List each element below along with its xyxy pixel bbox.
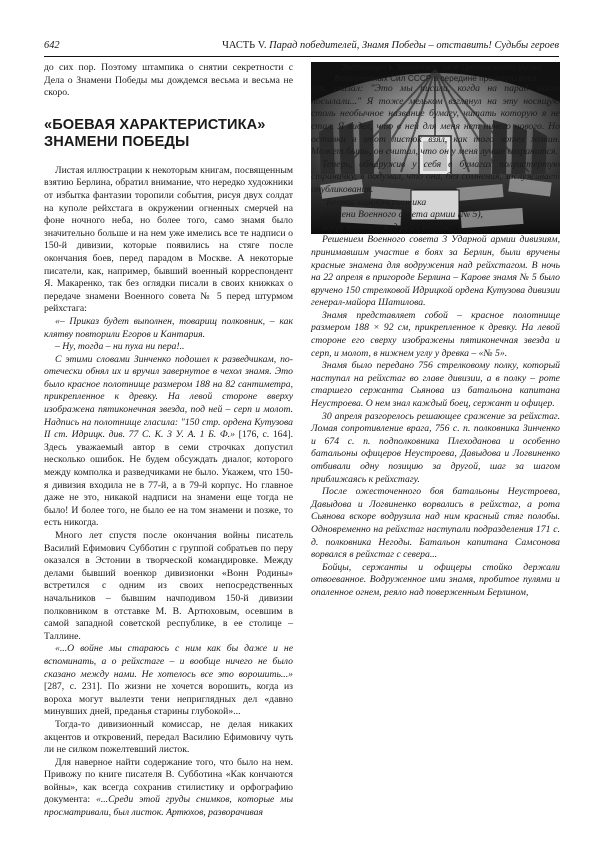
- quote-line: – Ну, тогда – ни пуха ни пера!..: [55, 341, 185, 353]
- right-column: [311, 62, 560, 600]
- running-part: ЧАСТЬ V.: [222, 40, 267, 51]
- heading-line-1: «БОЕВАЯ ХАРАКТЕРИСТИКА»: [44, 116, 266, 133]
- quote-paragraph: 30 апреля разгорелось решающее сражение за рейхстаг. Ломая сопротивление врага, 756 с. п. полковника Зинченко и 674 с. п. подполковника Плеходанова и особенно батальоны офицеров Неустроева, Давыдова и Логвиненко отбивали одну позицию за другой, шаг за шагом приближаясь к рейхстагу.: [311, 410, 560, 485]
- quote-paragraph: После ожесточенного боя батальоны Неустроева, Давыдова и Логвиненко ворвались в рейхстаг, а рота Сьянова вскоре водрузила над ним красный стяг полобы. Одновременно на рейхстаг наступали подразделения 171 с. д. полковника Негоды. Батальон капитана Самсонова ворвался в рейхстаг с севера...: [311, 486, 560, 561]
- paragraph: Листая иллюстрации к некоторым книгам, посвященным взятию Берлина, обратил внимание, что нередко художники от избытка фантазии торопили события, рисуя двух солдат на куполе рейхстага в окружении огненных смерчей на фоне ночного неба, но более того, само знамя было значительно больше и на нем уже имелись все те надписи о 150-й дивизии, которые появились на стяге после окончания боев, перед парадом в Москве. А некоторые писатели, как, например, бывший военный корреспондент Я. Макаренко, так без оглядки писали в своих книжках о передаче знамени Военного совета № 5 перед штурмом рейхстага:: [44, 164, 293, 315]
- quote-paragraph: [44, 354, 293, 530]
- quote-paragraph: Решением Военного совета 3 Ударной армии дивизиям, принимавшим участие в боях за Берлин, были вручены красные знамена для водружения над рейхстагом. В ночь на 22 апреля в пригороде Берлина – Карове знамя № 5 было вручено 150 стрелковой Идрицкой ордена Кутузова дивизии генерал-майора Шатилова.: [311, 234, 560, 309]
- quote-paragraph: Бойцы, сержанты и офицеры стойко держали отвоеванное. Водруженное ими знамя, пробитое пулями и опаленное огнем, реяло над поверженным Берлином,: [311, 561, 560, 598]
- quote-text: С этими словами Зинченко подошел к разведчикам, по-отечески обнял их и вручил завернутое в чехол знамя. Это было красное полотнище размером 188 на 82 сантиметра, прикрепленное к древку. На левой стороне вверху изображена пятиконечная звезда, под ней – серп и молот. Надпись на полотнище гласила: "150 стр. ордена Кутузова II ст. Идрицк. див. 77 С. К. 3 У. А. 1 Б. Ф.»: [44, 353, 293, 441]
- document-title-line: водруженного над рейхстагом.: [322, 221, 452, 233]
- quote-line: «– Приказ будет выполнен, товарищ полковник, – как клятву повторили Егоров и Кантария.: [44, 315, 293, 340]
- paragraph: Много лет спустя после окончания войны писатель Василий Ефимович Субботин с группой собратьев по перу оказался в Эстонии в творческой командировке. Между делами бывший военкор дивизионки «Вонн Родины» встретился с одним из своих непосредственных начальников – бывшим начподивом 150-й дивизии полковником в отставке М. В. Артюховым, осевшим в самой западной советской республике, в ее столице – Таллине.: [44, 530, 293, 642]
- quote-paragraph: [44, 643, 293, 719]
- quote-paragraph: Знамя представляет собой – красное полотнище размером 188 × 92 см, прикрепленное к древку. На левой стороне его сверху изображены пятиконечная звезда и серп, и молот, в нижнем углу у древка – «№ 5».: [311, 309, 560, 359]
- quote-paragraph: его, сказал: "Это мы писали, когда на парад знамя посылали..." Я тоже мельком взглянул на эту носящую столь необычное название бумагу, читать которую я не стал. Я видел, что в ней для меня нет ничего нового. Но оставки я этот листок взял, как того хотел хозяин. Может быть, он считал, что он у меня лучше сохранится.: [311, 83, 560, 158]
- paragraph-text: Для наверное найти содержание того, что было на нем. Привожу по книге писателя В. Субботина «Как кончаются войны», как всегда сохранив стилистику и орфографию документа:: [44, 756, 293, 806]
- section-heading: [44, 117, 293, 151]
- paragraph: [44, 757, 293, 820]
- photo-caption: Экспозиция в Знаменном зале Центрального музея Вооруженных Сил СССР в середине прошлого века: [334, 62, 541, 83]
- quote-reference: [287, с. 231]. По жизни не хочется ворошить, когда из вороха могут вылезти тени неприглядных дел «давно минувших дней, преданья старины глубокой»...: [44, 681, 293, 718]
- intro-paragraph: до сих пор. Поэтому штампика о снятии секретности с Дела о Знамени Победы мы дождемся весьма и весьма не скоро.: [44, 62, 293, 99]
- quote-paragraph: Знамя было передано 756 стрелковому полку, который наступал на рейхстаг во главе дивизии, а в полку – роте старшего сержанта Сьянова из батальона капитана Неустроева. О нем знал каждый боец, сержант и офицер.: [311, 360, 560, 410]
- left-column: [44, 62, 293, 820]
- running-title: [222, 40, 559, 51]
- quote-reference: [176, с. 164]. Здесь уважаемый автор в семи строчках допустил несколько ошибок. Не будем обсуждать диалог, которого между комполка и разведчиками не было. Укажем, что 150-я дивизия входила не в 77-й, а в 79-й корпус. Но главное даже не это, никакой надписи на знамени еще тогда не было! И более того, не было ее на том знамени и позже, то есть никогда.: [44, 429, 294, 529]
- header-rule: [44, 56, 559, 57]
- document-title-line: "Боевая характеристика: [322, 196, 427, 208]
- quote-text: «...О войне мы стараюсь с ним как бы даже и не вспоминать, а о рейхстаге – и вообще ничего не было сказано между нами. Не хотелось все это ворошить...»: [44, 643, 293, 680]
- document-title-line: знамени Военного совета армии (№ 5),: [322, 209, 483, 221]
- page-number: 642: [44, 40, 60, 51]
- quote-paragraph: Теперь, обнаружив у себя в бумагах полуистертую страничку, я подумал, что она, без сомнения, заслуживает опубликования.: [311, 158, 560, 195]
- paragraph: Тогда-то дивизионный комиссар, не делая никаких акцентов и откровений, передал Василию Ефимовичу чуть ли не силком пожелтевший листок.: [44, 718, 293, 756]
- quote-text: «...Среди этой груды снимков, которые мы просматривали, был листок. Артюхов, разворачивая: [44, 794, 293, 819]
- page-header: [44, 40, 559, 54]
- heading-line-2: ЗНАМЕНИ ПОБЕДЫ: [44, 133, 190, 150]
- running-title-text: Парад победителей, Знамя Победы – отставить! Судьбы героев: [269, 40, 559, 51]
